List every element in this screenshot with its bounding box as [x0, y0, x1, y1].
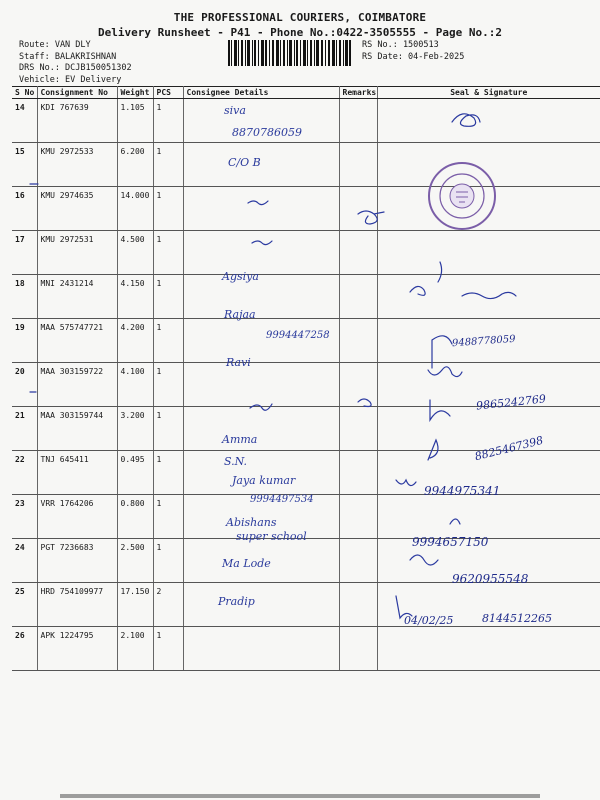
handwritten-sub: S.N.	[224, 455, 248, 468]
rs-number: RS No.: 1500513	[362, 40, 439, 50]
cell-consignment: HRD 754109977	[37, 583, 117, 627]
cell-sno: 18	[12, 275, 37, 319]
cell-sno: 26	[12, 627, 37, 671]
cell-pcs: 1	[153, 451, 183, 495]
col-pcs: PCS	[153, 87, 183, 99]
cell-sno: 19	[12, 319, 37, 363]
cell-sno: 15	[12, 143, 37, 187]
cell-consignment: MAA 575747721	[37, 319, 117, 363]
cell-pcs: 1	[153, 143, 183, 187]
cell-weight: 2.500	[117, 539, 153, 583]
rs-date: RS Date: 04-Feb-2025	[362, 51, 465, 62]
cell-sno: 20	[12, 363, 37, 407]
cell-pcs: 1	[153, 319, 183, 363]
cell-pcs: 1	[153, 407, 183, 451]
col-sno: S No	[12, 87, 37, 99]
cell-consignment: TNJ 645411	[37, 451, 117, 495]
route-label: Route: VAN DLY	[19, 40, 91, 50]
handwritten-phone: 9994447258	[266, 330, 330, 341]
handwritten-sig-date: 04/02/25	[404, 614, 454, 627]
cell-weight: 3.200	[117, 407, 153, 451]
cell-weight: 2.100	[117, 627, 153, 671]
cell-consignment: VRR 1764206	[37, 495, 117, 539]
handwritten-name: Jaya kumar	[232, 474, 296, 487]
handwritten-phone: 8870786059	[232, 126, 302, 139]
scan-edge	[0, 792, 600, 800]
cell-consignment: KMU 2972533	[37, 143, 117, 187]
handwritten-name: Ma Lode	[222, 557, 271, 570]
rubber-stamp-icon	[426, 160, 498, 232]
handwritten-sig-phone: 9994657150	[412, 535, 489, 549]
handwritten-sig-phone: 9944975341	[424, 484, 501, 498]
cell-consignment: APK 1224795	[37, 627, 117, 671]
handwritten-name: Abishans	[226, 516, 277, 529]
cell-pcs: 1	[153, 627, 183, 671]
cell-pcs: 1	[153, 231, 183, 275]
cell-weight: 4.100	[117, 363, 153, 407]
handwritten-sub: super school	[236, 530, 307, 543]
company-title: THE PROFESSIONAL COURIERS, COIMBATORE	[173, 11, 427, 24]
handwritten-name: Pradip	[218, 595, 255, 608]
cell-pcs: 1	[153, 363, 183, 407]
cell-sno: 25	[12, 583, 37, 627]
col-weight: Weight	[117, 87, 153, 99]
cell-consignment: KMU 2974635	[37, 187, 117, 231]
cell-sno: 23	[12, 495, 37, 539]
cell-weight: 14.000	[117, 187, 153, 231]
cell-weight: 4.500	[117, 231, 153, 275]
staff-label: Staff: BALAKRISHNAN	[19, 51, 117, 62]
cell-weight: 0.495	[117, 451, 153, 495]
handwritten-name: Rajaa	[224, 308, 256, 321]
cell-pcs: 1	[153, 275, 183, 319]
handwritten-phone: 9994497534	[250, 494, 314, 505]
cell-weight: 17.150	[117, 583, 153, 627]
cell-pcs: 1	[153, 187, 183, 231]
cell-weight: 6.200	[117, 143, 153, 187]
handwritten-note: C/O B	[228, 156, 261, 169]
handwritten-sig-phone: 9865242769	[475, 392, 547, 413]
handwritten-name: Ravi	[226, 356, 251, 369]
cell-weight: 1.105	[117, 99, 153, 143]
cell-pcs: 2	[153, 583, 183, 627]
cell-sno: 14	[12, 99, 37, 143]
cell-sno: 22	[12, 451, 37, 495]
handwritten-sig-phone: 9488778059	[451, 333, 516, 350]
cell-pcs: 1	[153, 539, 183, 583]
col-consignment: Consignment No	[37, 87, 117, 99]
handwritten-sig-phone: 8144512265	[482, 612, 552, 625]
cell-consignment: MAA 303159722	[37, 363, 117, 407]
col-remarks: Remarks	[339, 87, 377, 99]
cell-sno: 16	[12, 187, 37, 231]
vehicle-label: Vehicle: EV Delivery	[19, 74, 122, 85]
handwritten-sig-phone: 8825467398	[473, 433, 545, 464]
cell-pcs: 1	[153, 99, 183, 143]
cell-sno: 24	[12, 539, 37, 583]
cell-consignment: KDI 767639	[37, 99, 117, 143]
cell-sno: 21	[12, 407, 37, 451]
drs-label: DRS No.: DCJB150051302	[19, 63, 132, 74]
col-seal: Seal & Signature	[377, 87, 600, 99]
handwritten-name: Agsiya	[222, 270, 259, 283]
handwritten-sig-phone: 9620955548	[452, 572, 529, 586]
cell-weight: 4.200	[117, 319, 153, 363]
cell-consignment: KMU 2972531	[37, 231, 117, 275]
cell-consignment: MAA 303159744	[37, 407, 117, 451]
cell-pcs: 1	[153, 495, 183, 539]
handwritten-name: siva	[224, 104, 246, 117]
col-consignee: Consignee Details	[183, 87, 339, 99]
handwritten-name: Amma	[222, 433, 258, 446]
cell-consignment: MNI 2431214	[37, 275, 117, 319]
runsheet-title: Delivery Runsheet - P41 - Phone No.:0422-3505555 - Page No.:2	[98, 26, 502, 39]
cell-weight: 0.800	[117, 495, 153, 539]
cell-sno: 17	[12, 231, 37, 275]
cell-weight: 4.150	[117, 275, 153, 319]
cell-consignment: PGT 7236683	[37, 539, 117, 583]
